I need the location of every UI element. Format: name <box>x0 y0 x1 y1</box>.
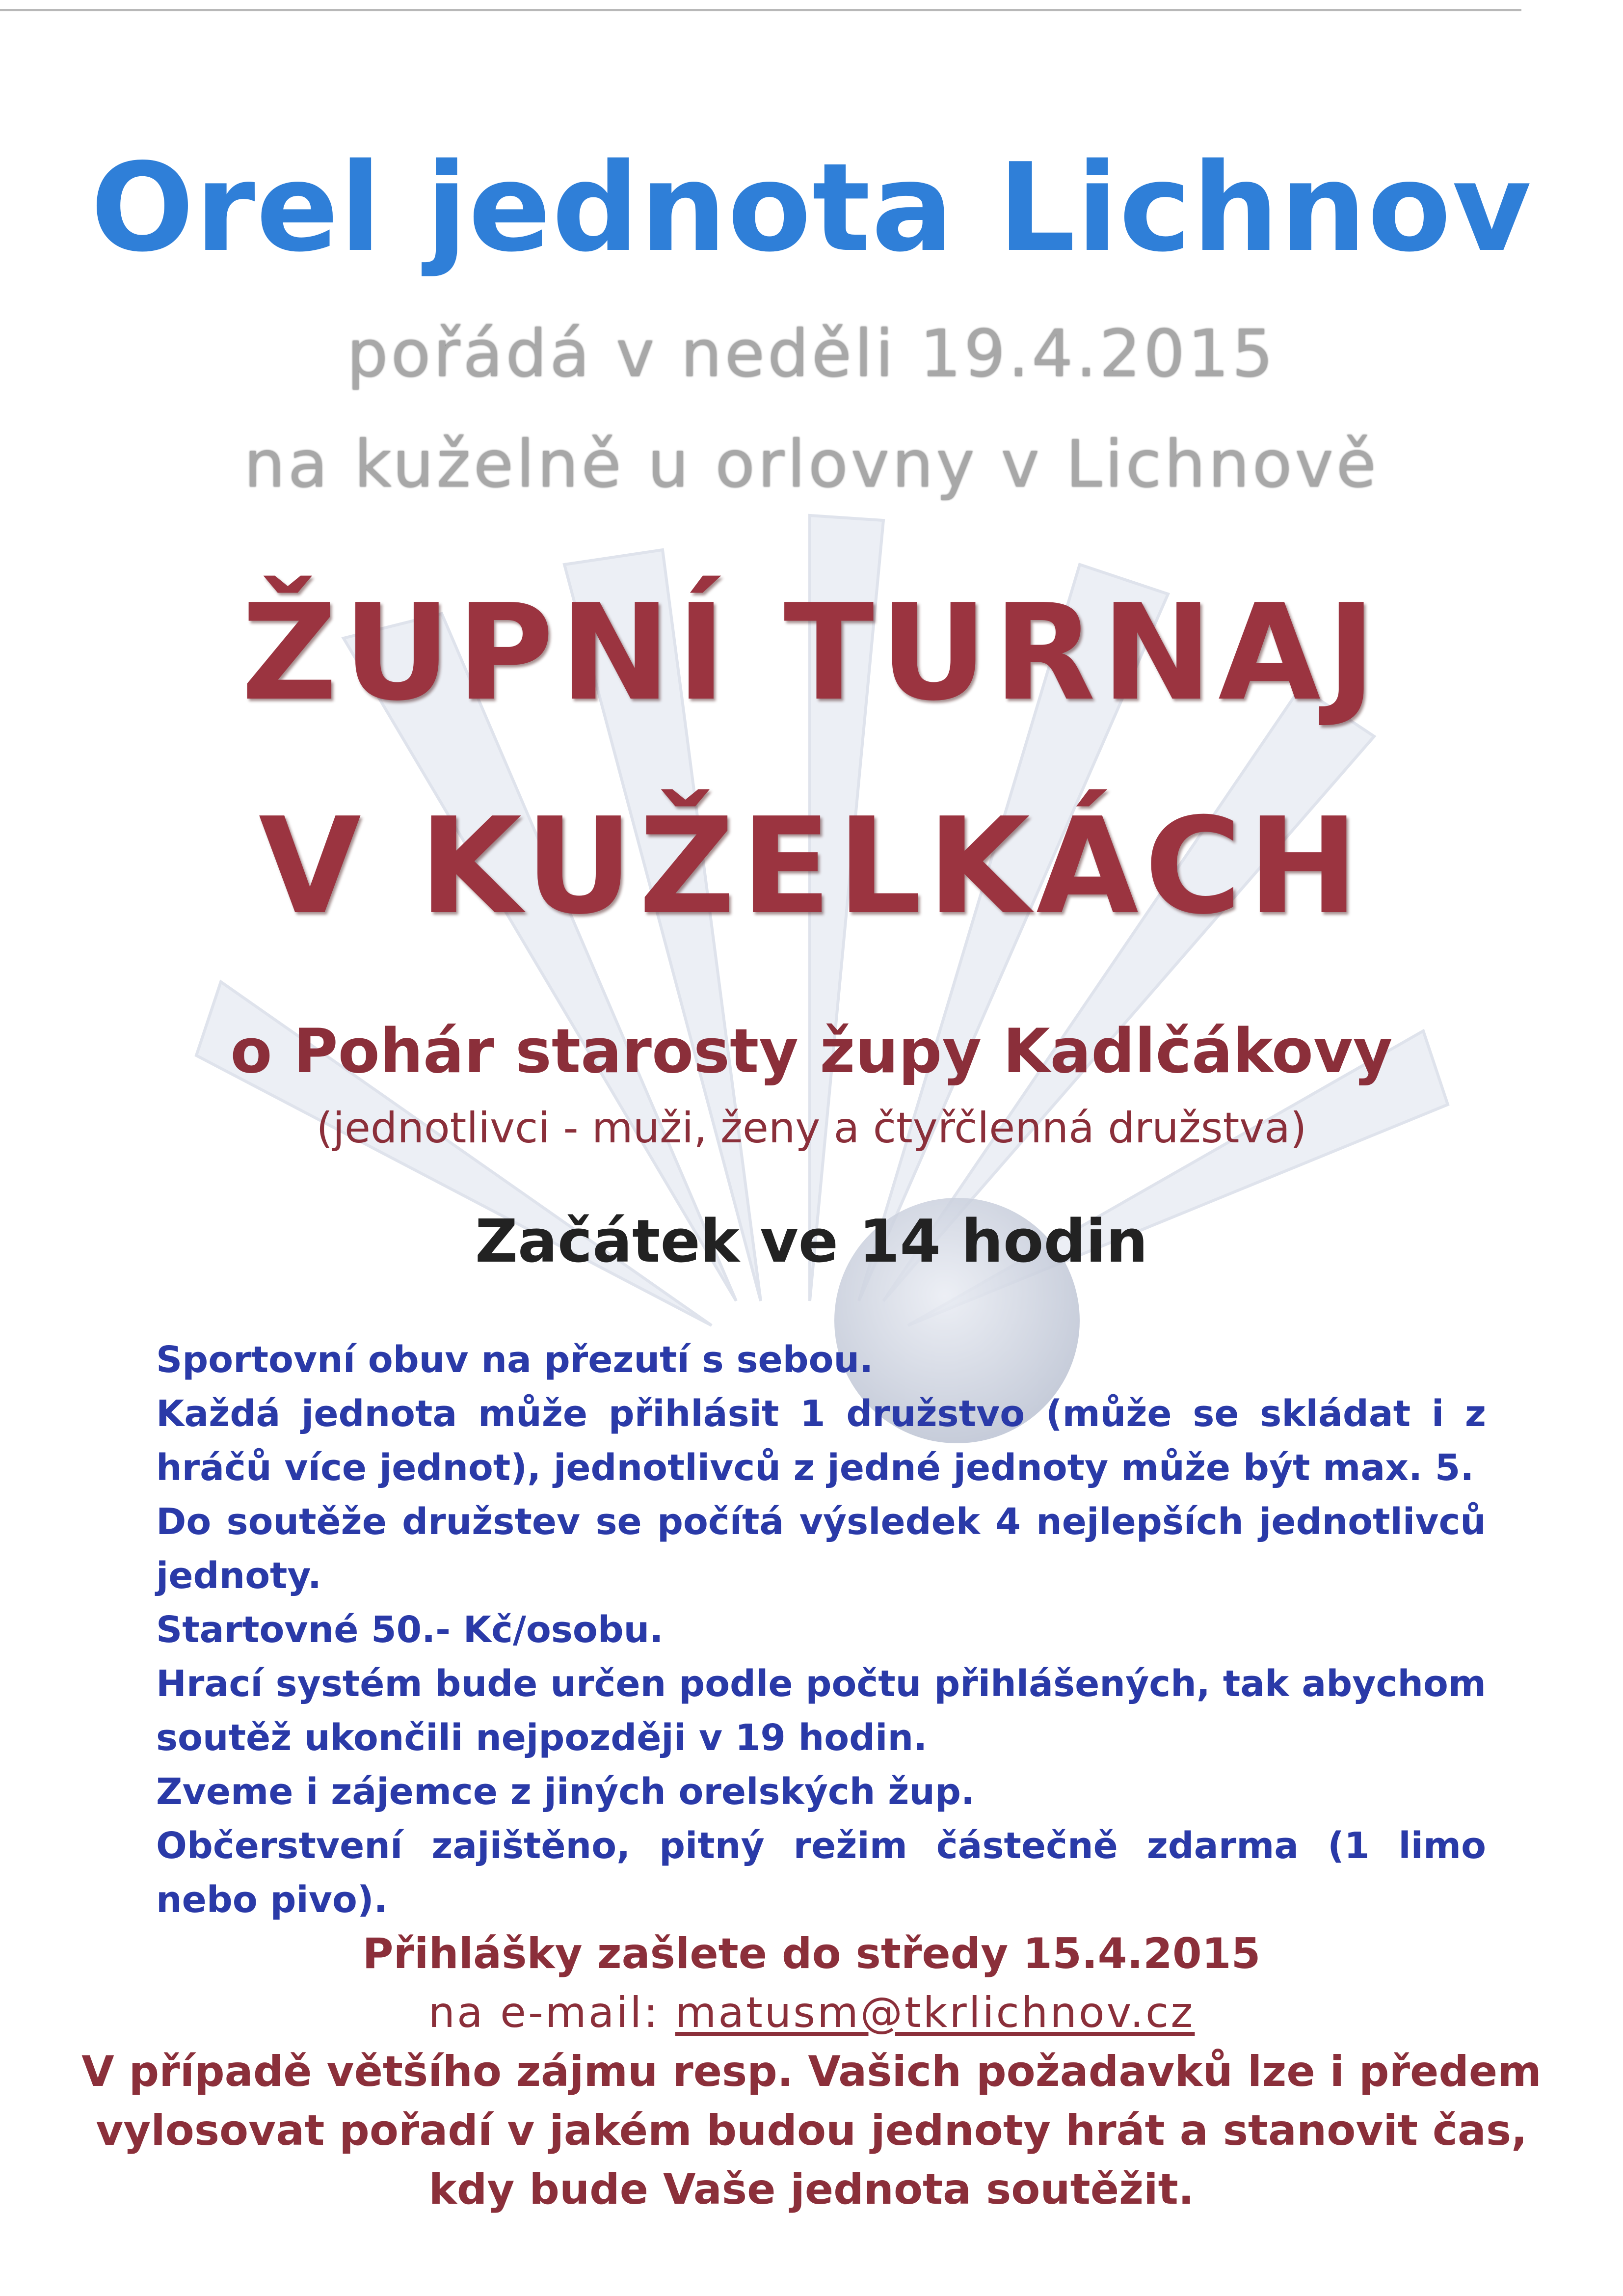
email-prefix: na e-mail: <box>428 1988 660 2037</box>
organization-title: Orel jednota Lichnov <box>90 137 1533 279</box>
info-block <box>156 1333 1486 1927</box>
info-line: Sportovní obuv na přezutí s sebou. <box>156 1339 874 1381</box>
closing-note-line: V případě většího zájmu resp. Vašich požadavků lze i předem <box>81 2047 1542 2096</box>
info-line: Do soutěže družstev se počítá výsledek 4 nejlepších jednotlivců jednoty. <box>156 1501 1486 1597</box>
venue-line: na kuželně u orlovny v Lichnově <box>244 427 1379 502</box>
info-line: Každá jednota může přihlásit 1 družstvo (může se skládat i z hráčů více jednot), jednotlivců z jedné jednoty může být max. 5. <box>156 1393 1486 1489</box>
event-title-line1: ŽUPNÍ TURNAJ <box>241 575 1382 730</box>
info-line: Startovné 50.- Kč/osobu. <box>156 1609 664 1651</box>
cup-name: o Pohár starosty župy Kadlčákovy <box>230 1016 1393 1087</box>
info-line: Občerstvení zajištěno, pitný režim částečně zdarma (1 limo nebo pivo). <box>156 1825 1486 1921</box>
date-line: pořádá v neděli 19.4.2015 <box>346 316 1277 392</box>
closing-note-line: kdy bude Vaše jednota soutěžit. <box>428 2165 1195 2214</box>
start-time: Začátek ve 14 hodin <box>475 1208 1148 1276</box>
info-line: Zveme i zájemce z jiných orelských žup. <box>156 1771 975 1813</box>
email-line <box>0 1983 1623 2042</box>
closing-note-line: vylosovat pořadí v jakém budou jednoty hrát a stanovit čas, <box>96 2106 1527 2155</box>
email-link[interactable]: matusm@tkrlichnov.cz <box>675 1988 1195 2037</box>
info-line: Hrací systém bude určen podle počtu přihlášených, tak abychom soutěž ukončili nejpozději v 19 hodin. <box>156 1663 1486 1759</box>
categories-note: (jednotlivci - muži, ženy a čtyřčlenná družstva) <box>316 1104 1307 1153</box>
closing-block <box>0 1924 1623 2219</box>
registration-deadline: Přihlášky zašlete do středy 15.4.2015 <box>362 1929 1261 1978</box>
event-title-line2: V KUŽELKÁCH <box>258 789 1365 944</box>
